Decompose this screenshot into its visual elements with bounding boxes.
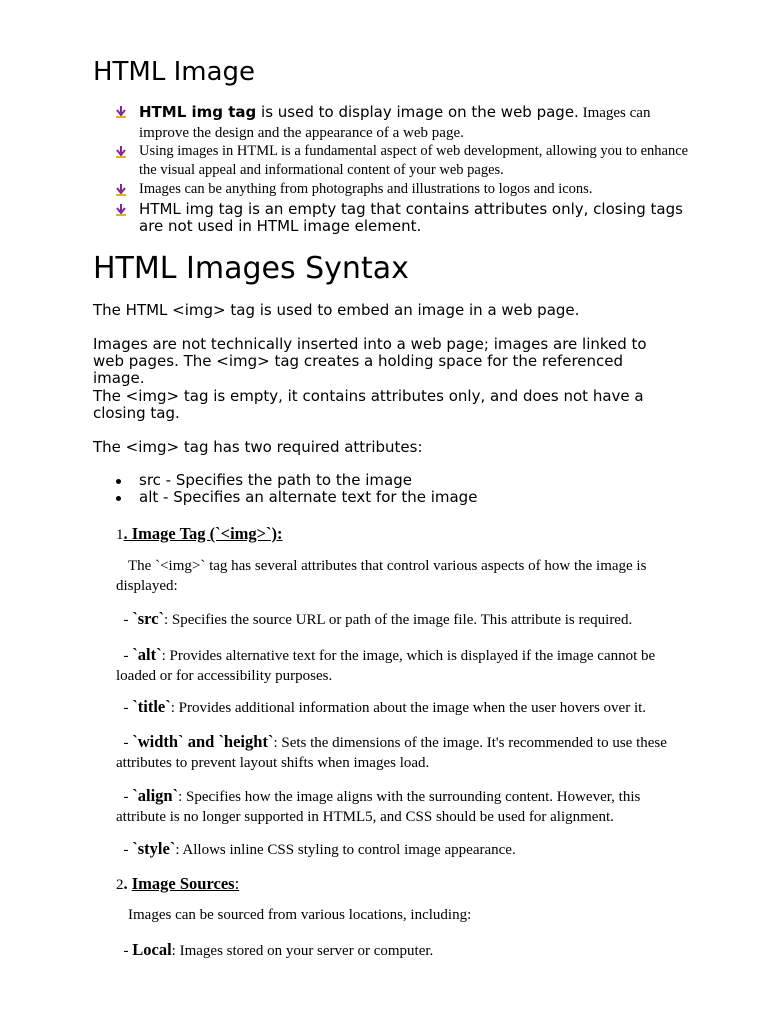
arrow-bullet-icon: [115, 204, 127, 216]
list-bullet: [116, 496, 121, 501]
section-2-heading: [116, 874, 239, 895]
syntax-paragraph-3: The <img> tag is empty, it contains attributes only, and does not have a closing tag.: [93, 387, 644, 422]
source-local: - Local: Images stored on your server or computer.: [116, 940, 434, 959]
required-attribute-src: src - Specifies the path to the image: [139, 471, 412, 489]
attribute-style: - `style`: Allows inline CSS styling to control image appearance.: [116, 839, 516, 858]
syntax-paragraph-4: The <img> tag has two required attributes:: [93, 438, 423, 456]
required-attribute-alt: alt - Specifies an alternate text for the image: [139, 488, 478, 506]
attribute-alt: - `alt`: Provides alternative text for the image, which is displayed if the image cannot be loaded or for accessibility purposes.: [116, 645, 656, 684]
attribute-src-name: `src`: [132, 609, 165, 628]
section-2-number: 2: [116, 877, 124, 893]
page-title: HTML Image: [93, 57, 256, 87]
arrow-bullet-icon: [115, 184, 127, 196]
attribute-title-name: `title`: [132, 697, 171, 716]
section-1-heading: [116, 524, 283, 545]
attribute-align-desc: : Specifies how the image aligns with the surrounding content. However, this attribute is no longer supported in HTML5, and CSS should be used for alignment.: [116, 789, 641, 825]
section-1-title: . Image Tag (`<img>`):: [123, 524, 283, 543]
attribute-title-desc: : Provides additional information about the image when the user hovers over it.: [170, 700, 647, 716]
intro-bullet-4: HTML img tag is an empty tag that contains attributes only, closing tags are not used in HTML image element.: [139, 200, 683, 235]
attribute-src: - `src`: Specifies the source URL or path of the image file. This attribute is required.: [116, 609, 633, 628]
attribute-src-desc: : Specifies the source URL or path of the image file. This attribute is required.: [164, 612, 633, 628]
arrow-bullet-icon: [115, 146, 127, 158]
section-2-dot: .: [123, 874, 128, 893]
attribute-width-height-name: `width` and `height`: [132, 732, 274, 751]
attribute-align-name: `align`: [132, 786, 179, 805]
syntax-paragraph-2: Images are not technically inserted into a web page; images are linked to web pages. The <img> tag creates a holding space for the referenced image.: [93, 335, 647, 387]
intro-bullet-1-text: is used to display image on the web page.: [256, 103, 579, 121]
section-2-colon: :: [234, 874, 240, 893]
attribute-style-desc: : Allows inline CSS styling to control image appearance.: [175, 842, 516, 858]
attribute-align: - `align`: Specifies how the image aligns with the surrounding content. However, this attribute is no longer supported in HTML5, and CSS should be used for alignment.: [116, 786, 641, 825]
attribute-width-height-desc: : Sets the dimensions of the image. It's recommended to use these attributes to prevent layout shifts when images load.: [116, 735, 667, 771]
section-2-intro: Images can be sourced from various locations, including:: [128, 907, 472, 923]
attribute-width-height: - `width` and `height`: Sets the dimensions of the image. It's recommended to use these attributes to prevent layout shifts when images load.: [116, 732, 667, 771]
attribute-alt-desc: : Provides alternative text for the image, which is displayed if the image cannot be loaded or for accessibility purposes.: [116, 648, 656, 684]
attribute-title: - `title`: Provides additional information about the image when the user hovers over it.: [116, 697, 647, 716]
intro-bullet-1-bold: HTML img tag: [139, 103, 257, 121]
source-local-name: Local: [132, 940, 172, 959]
intro-bullet-1-tail: Images can improve the design and the appearance of a web page.: [139, 105, 651, 141]
attribute-alt-name: `alt`: [132, 645, 162, 664]
intro-bullet-3: Images can be anything from photographs and illustrations to logos and icons.: [139, 181, 593, 197]
section-2-title: Image Sources: [131, 874, 235, 893]
section-1-intro: The `<img>` tag has several attributes that control various aspects of how the image is displayed:: [116, 558, 647, 594]
source-local-desc: : Images stored on your server or computer.: [171, 943, 434, 959]
section-1-number: 1: [116, 527, 124, 543]
intro-bullet-2: Using images in HTML is a fundamental aspect of web development, allowing you to enhance the visual appeal and informational content of your web pages.: [139, 143, 689, 178]
arrow-bullet-icon: [115, 106, 127, 118]
list-bullet: [116, 479, 121, 484]
attribute-style-name: `style`: [132, 839, 176, 858]
intro-bullet-1: [139, 103, 699, 143]
syntax-heading: HTML Images Syntax: [93, 251, 409, 286]
syntax-paragraph-1: The HTML <img> tag is used to embed an image in a web page.: [93, 301, 580, 319]
